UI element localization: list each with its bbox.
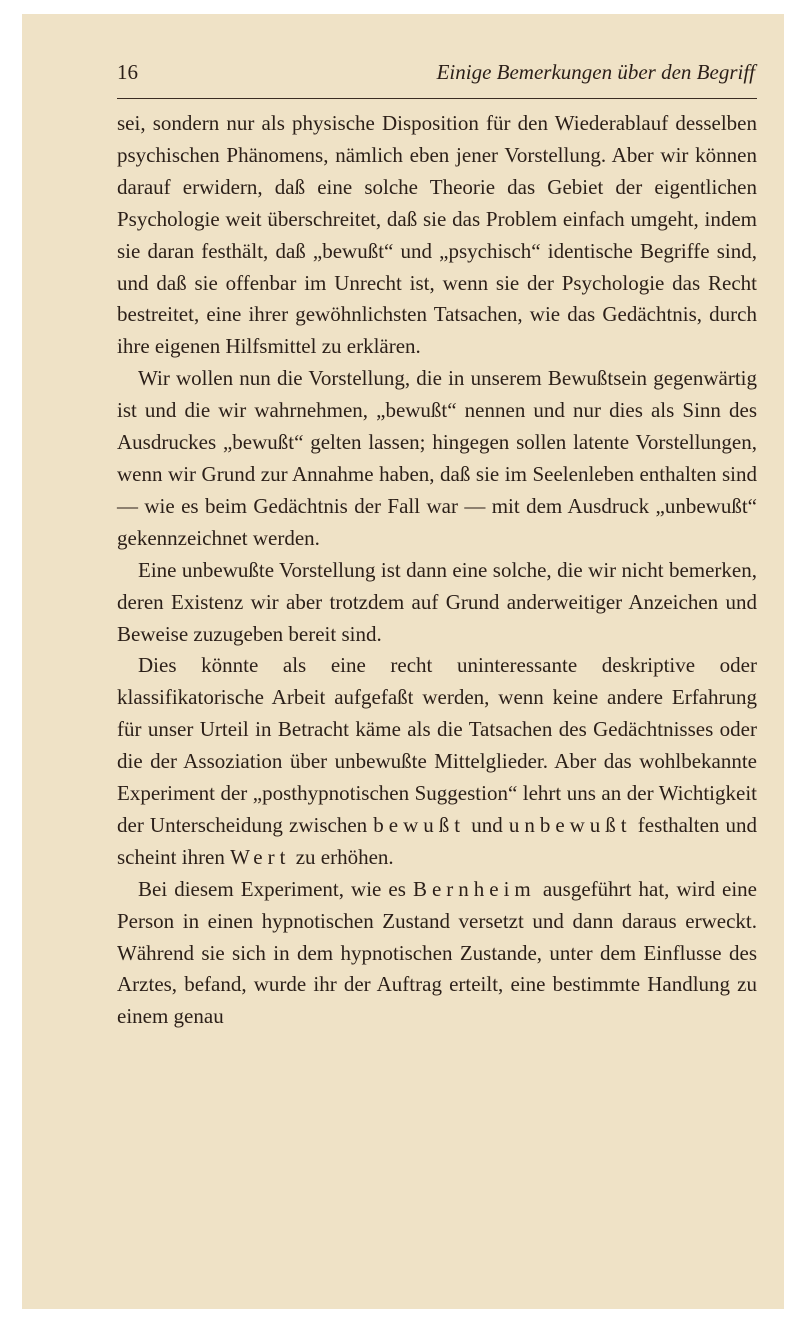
emphasis-wert: Wert xyxy=(230,844,291,869)
body-text xyxy=(117,108,757,1033)
book-page xyxy=(22,14,784,1309)
emphasis-unbewusst: unbewußt xyxy=(508,812,632,837)
paragraph-5-text-b: ausgeführt hat, wird eine Person in einen hypnotischen Zustand versetzt und dann daraus erweckt. Während sie sich in dem hypnotischen Zustande, unter dem Einflusse des Arztes, befand, wurde ihr der Auftrag erteilt, eine bestimmte Handlung zu einem genau xyxy=(117,876,757,1029)
page-number: 16 xyxy=(117,60,138,84)
paragraph-4-text-b: und xyxy=(465,812,509,837)
paragraph-1: sei, sondern nur als physische Disposition für den Wiederablauf desselben psychischen Phänomens, nämlich eben jener Vorstellung. Aber wir können darauf erwidern, daß eine solche Theorie das Gebiet der eigentlichen Psychologie weit überschreitet, daß sie das Problem einfach umgeht, indem sie daran festhält, daß „bewußt“ und „psychisch“ identische Begriffe sind, und daß sie offenbar im Unrecht ist, wenn sie der Psychologie das Recht bestreitet, eine ihrer gewöhnlichsten Tatsachen, wie das Gedächtnis, durch ihre eigenen Hilfsmittel zu erklären. xyxy=(117,111,757,359)
running-title: Einige Bemerkungen über den Begriff xyxy=(436,60,755,84)
page-header xyxy=(117,58,757,99)
paragraph-2: Wir wollen nun die Vorstellung, die in unserem Bewußtsein gegenwärtig ist und die wir wahrnehmen, „bewußt“ nennen und nur dies als Sinn des Ausdruckes „bewußt“ gelten lassen; hingegen sollen latente Vorstellungen, wenn wir Grund zur Annahme haben, daß sie im Seelenleben enthalten sind — wie es beim Gedächtnis der Fall war — mit dem Ausdruck „unbewußt“ gekennzeichnet werden. xyxy=(117,366,757,550)
paragraph-5-text-a: Bei diesem Experiment, wie es xyxy=(138,876,413,901)
emphasis-bernheim: Bernheim xyxy=(412,876,536,901)
paragraph-4 xyxy=(117,650,757,873)
emphasis-bewusst: bewußt xyxy=(373,812,466,837)
paragraph-5 xyxy=(117,874,757,1034)
paragraph-4-text-d: zu erhöhen. xyxy=(290,844,394,869)
paragraph-4-text-c: festhalten und scheint ihren xyxy=(117,812,757,869)
paragraph-3: Eine unbewußte Vorstellung ist dann eine solche, die wir nicht bemerken, deren Existenz wir aber trotzdem auf Grund anderweitiger Anzeichen und Beweise zuzugeben bereit sind. xyxy=(117,557,757,646)
paragraph-4-text-a: Dies könnte als eine recht uninteressante deskriptive oder klassifikatorische Arbeit aufgefaßt werden, wenn keine andere Erfahrung für unser Urteil in Betracht käme als die Tatsachen des Gedächtnisses oder die der Assoziation über unbewußte Mittelglieder. Aber das wohlbekannte Experiment der „posthypnotischen Suggestion“ lehrt uns an der Wichtigkeit der Unterscheidung zwischen xyxy=(117,653,757,837)
